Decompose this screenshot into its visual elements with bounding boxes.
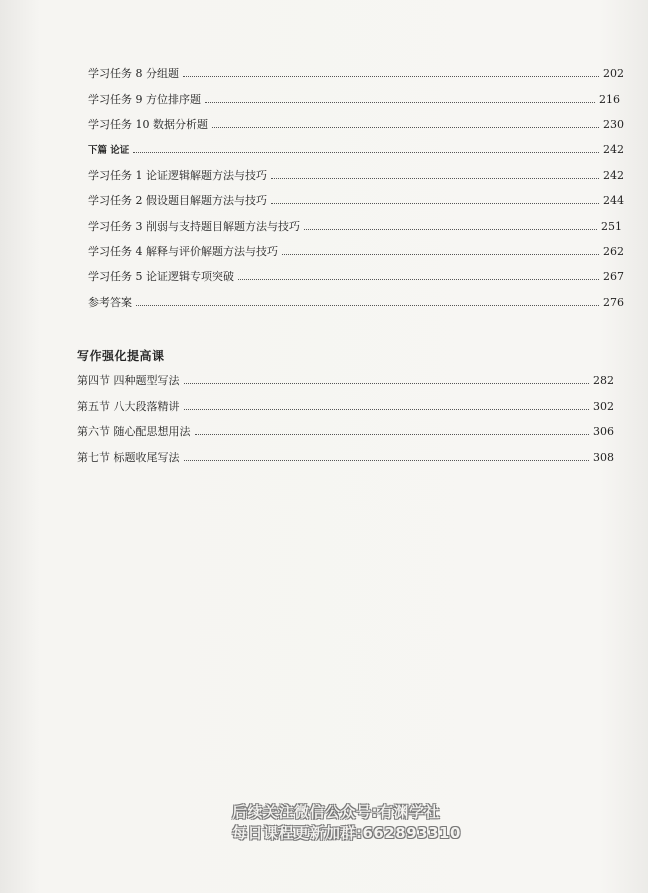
- toc-entry-page: 251: [601, 220, 622, 233]
- dot-leader: [195, 423, 590, 435]
- toc-entry-page: 216: [599, 93, 620, 106]
- toc-entry-section-7[interactable]: [77, 449, 614, 467]
- dot-leader: [183, 65, 599, 77]
- toc-entry-page: 262: [603, 245, 624, 258]
- toc-entry-label: 学习任务 2 假设题目解题方法与技巧: [88, 194, 267, 207]
- dot-leader: [238, 268, 599, 280]
- dot-leader: [271, 192, 599, 204]
- toc-entry-page: 242: [603, 143, 624, 156]
- toc-entry-page: 202: [603, 67, 624, 80]
- toc-entry-section-4[interactable]: [77, 372, 614, 390]
- toc-entry-label: 第四节 四种题型写法: [77, 374, 180, 387]
- dot-leader: [184, 372, 590, 384]
- toc-entry-section-6[interactable]: [77, 423, 614, 441]
- toc-entry-label: 学习任务 5 论证逻辑专项突破: [88, 270, 234, 283]
- dot-leader: [184, 398, 590, 410]
- toc-entry-page: 302: [593, 400, 614, 413]
- dot-leader: [133, 141, 599, 153]
- toc-entry-label: 学习任务 9 方位排序题: [88, 93, 201, 106]
- toc-entry-argument-task-2[interactable]: [88, 192, 624, 210]
- toc-entry-argument-task-3[interactable]: [88, 218, 622, 236]
- toc-entry-label: 学习任务 4 解释与评价解题方法与技巧: [88, 245, 278, 258]
- dot-leader: [184, 449, 590, 461]
- writing-section-heading: 写作强化提高课: [77, 349, 165, 363]
- toc-entry-page: 308: [593, 451, 614, 464]
- toc-entry-page: 242: [603, 169, 624, 182]
- toc-entry-section-5[interactable]: [77, 398, 614, 416]
- toc-entry-label: 第五节 八大段落精讲: [77, 400, 180, 413]
- toc-entry-label: 参考答案: [88, 296, 132, 309]
- toc-entry-task-8[interactable]: [88, 65, 624, 83]
- toc-entry-page: 306: [593, 425, 614, 438]
- toc-entry-page: 244: [603, 194, 624, 207]
- toc-entry-label: 学习任务 3 削弱与支持题目解题方法与技巧: [88, 220, 300, 233]
- dot-leader: [212, 116, 599, 128]
- watermark-overlay: [232, 802, 461, 844]
- watermark-line-1: 后续关注微信公众号:有渊学社: [232, 803, 440, 821]
- toc-entry-label: 第七节 标题收尾写法: [77, 451, 180, 464]
- toc-entry-answers[interactable]: [88, 294, 624, 312]
- toc-entry-page: 282: [593, 374, 614, 387]
- toc-entry-page: 276: [603, 296, 624, 309]
- toc-entry-label: 学习任务 10 数据分析题: [88, 118, 208, 131]
- toc-entry-task-9[interactable]: [88, 91, 620, 109]
- toc-entry-task-10[interactable]: [88, 116, 624, 134]
- dot-leader: [271, 167, 599, 179]
- toc-entry-page: 230: [603, 118, 624, 131]
- toc-entry-argument-task-5[interactable]: [88, 268, 624, 286]
- toc-part-label: 下篇 论证: [88, 145, 130, 156]
- watermark-line-2: 每日课程更新加群:662893310: [232, 824, 461, 842]
- dot-leader: [282, 243, 599, 255]
- toc-entry-argument-task-1[interactable]: [88, 167, 624, 185]
- toc-part-argument[interactable]: [88, 141, 624, 159]
- toc-entry-label: 第六节 随心配思想用法: [77, 425, 191, 438]
- dot-leader: [136, 294, 599, 306]
- toc-entry-label: 学习任务 8 分组题: [88, 67, 179, 80]
- toc-entry-argument-task-4[interactable]: [88, 243, 624, 261]
- dot-leader: [304, 218, 597, 230]
- dot-leader: [205, 91, 595, 103]
- toc-entry-page: 267: [603, 270, 624, 283]
- toc-entry-label: 学习任务 1 论证逻辑解题方法与技巧: [88, 169, 267, 182]
